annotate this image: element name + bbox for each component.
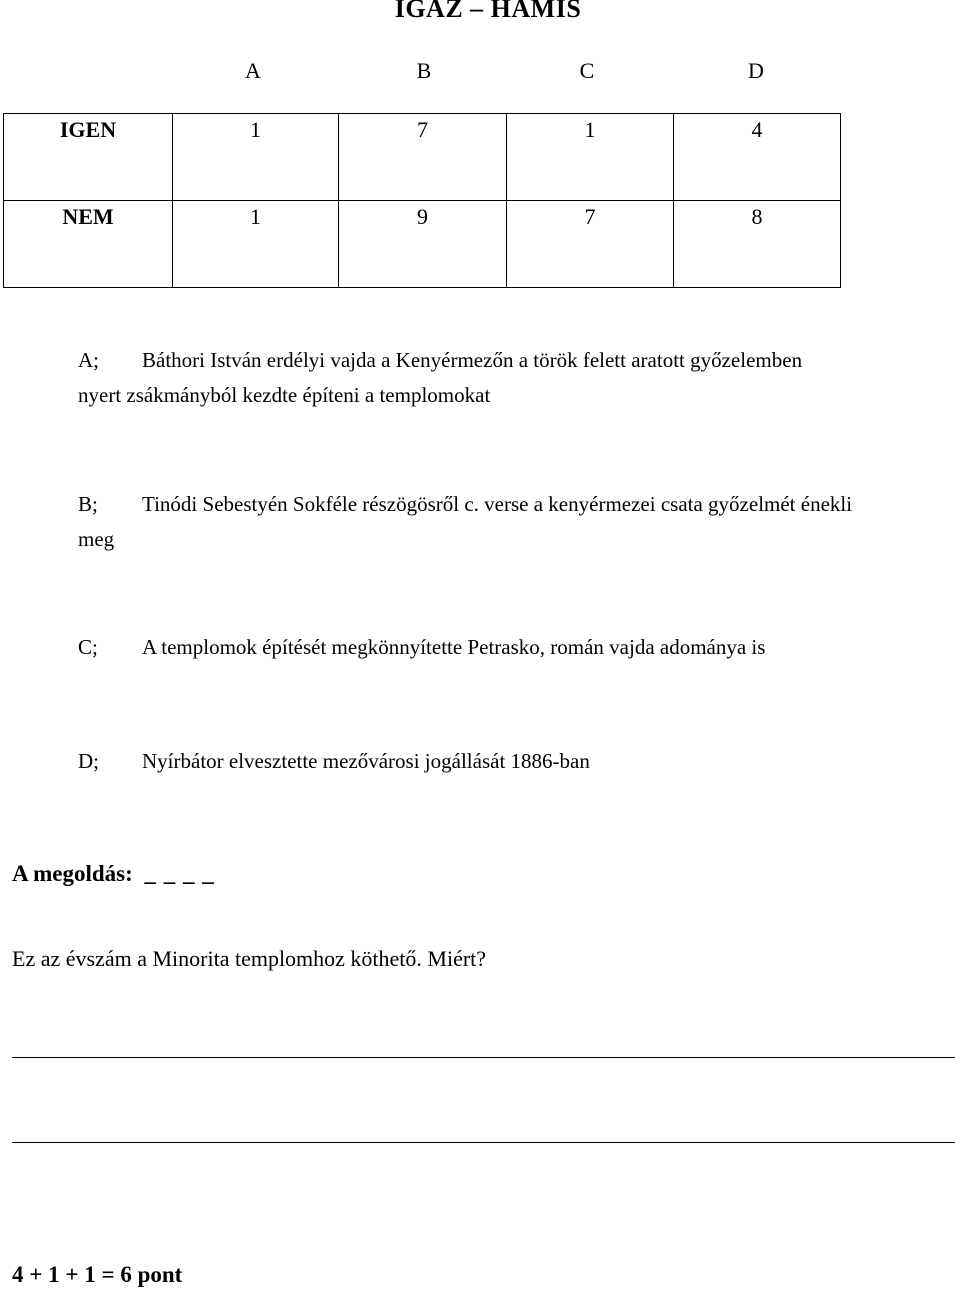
answer-line-1 bbox=[12, 1057, 955, 1058]
column-header-d: D bbox=[748, 58, 764, 83]
statement-c bbox=[78, 630, 958, 665]
column-header-c: C bbox=[579, 58, 595, 83]
statement-text: Nyírbátor elvesztette mezővárosi jogállását 1886-ban bbox=[142, 749, 590, 773]
statement-d bbox=[78, 744, 958, 779]
table-cell: 4 bbox=[674, 114, 841, 201]
row-label-igen: IGEN bbox=[4, 114, 173, 201]
statement-letter: D; bbox=[78, 749, 99, 773]
solution-label: A megoldás: bbox=[12, 861, 133, 886]
table-cell: 1 bbox=[173, 201, 339, 288]
column-header-a: A bbox=[245, 58, 261, 83]
statement-text-continued: meg bbox=[78, 527, 115, 551]
table-cell: 7 bbox=[339, 114, 507, 201]
table-cell: 9 bbox=[339, 201, 507, 288]
solution-line bbox=[12, 861, 215, 887]
statement-text-continued: nyert zsákmányból kezdte építeni a templomokat bbox=[78, 383, 491, 407]
row-label-nem: NEM bbox=[4, 201, 173, 288]
table-cell: 7 bbox=[507, 201, 674, 288]
statement-letter: B; bbox=[78, 492, 98, 516]
statement-text: Tinódi Sebestyén Sokféle részögösről c. verse a kenyérmezei csata győzelmét énekli bbox=[142, 492, 853, 516]
solution-blanks: _ _ _ _ bbox=[144, 861, 215, 886]
table-cell: 8 bbox=[674, 201, 841, 288]
score-text: 4 + 1 + 1 = 6 pont bbox=[12, 1262, 183, 1287]
table-cell: 1 bbox=[173, 114, 339, 201]
table-cell: 1 bbox=[507, 114, 674, 201]
page-title: IGAZ – HAMIS bbox=[394, 0, 582, 23]
statement-letter: C; bbox=[78, 635, 98, 659]
question-text: Ez az évszám a Minorita templomhoz köthető. Miért? bbox=[12, 946, 487, 971]
answer-table bbox=[3, 113, 841, 288]
statement-text: A templomok építését megkönnyítette Petrasko, román vajda adománya is bbox=[142, 635, 766, 659]
statement-text: Báthori István erdélyi vajda a Kenyérmezőn a török felett aratott győzelemben bbox=[142, 348, 803, 372]
table-row-nem bbox=[4, 201, 841, 288]
statement-a bbox=[78, 343, 958, 413]
statement-letter: A; bbox=[78, 348, 99, 372]
statement-b bbox=[78, 487, 960, 557]
table-row-igen bbox=[4, 114, 841, 201]
column-header-b: B bbox=[416, 58, 432, 83]
answer-line-2 bbox=[12, 1142, 955, 1143]
